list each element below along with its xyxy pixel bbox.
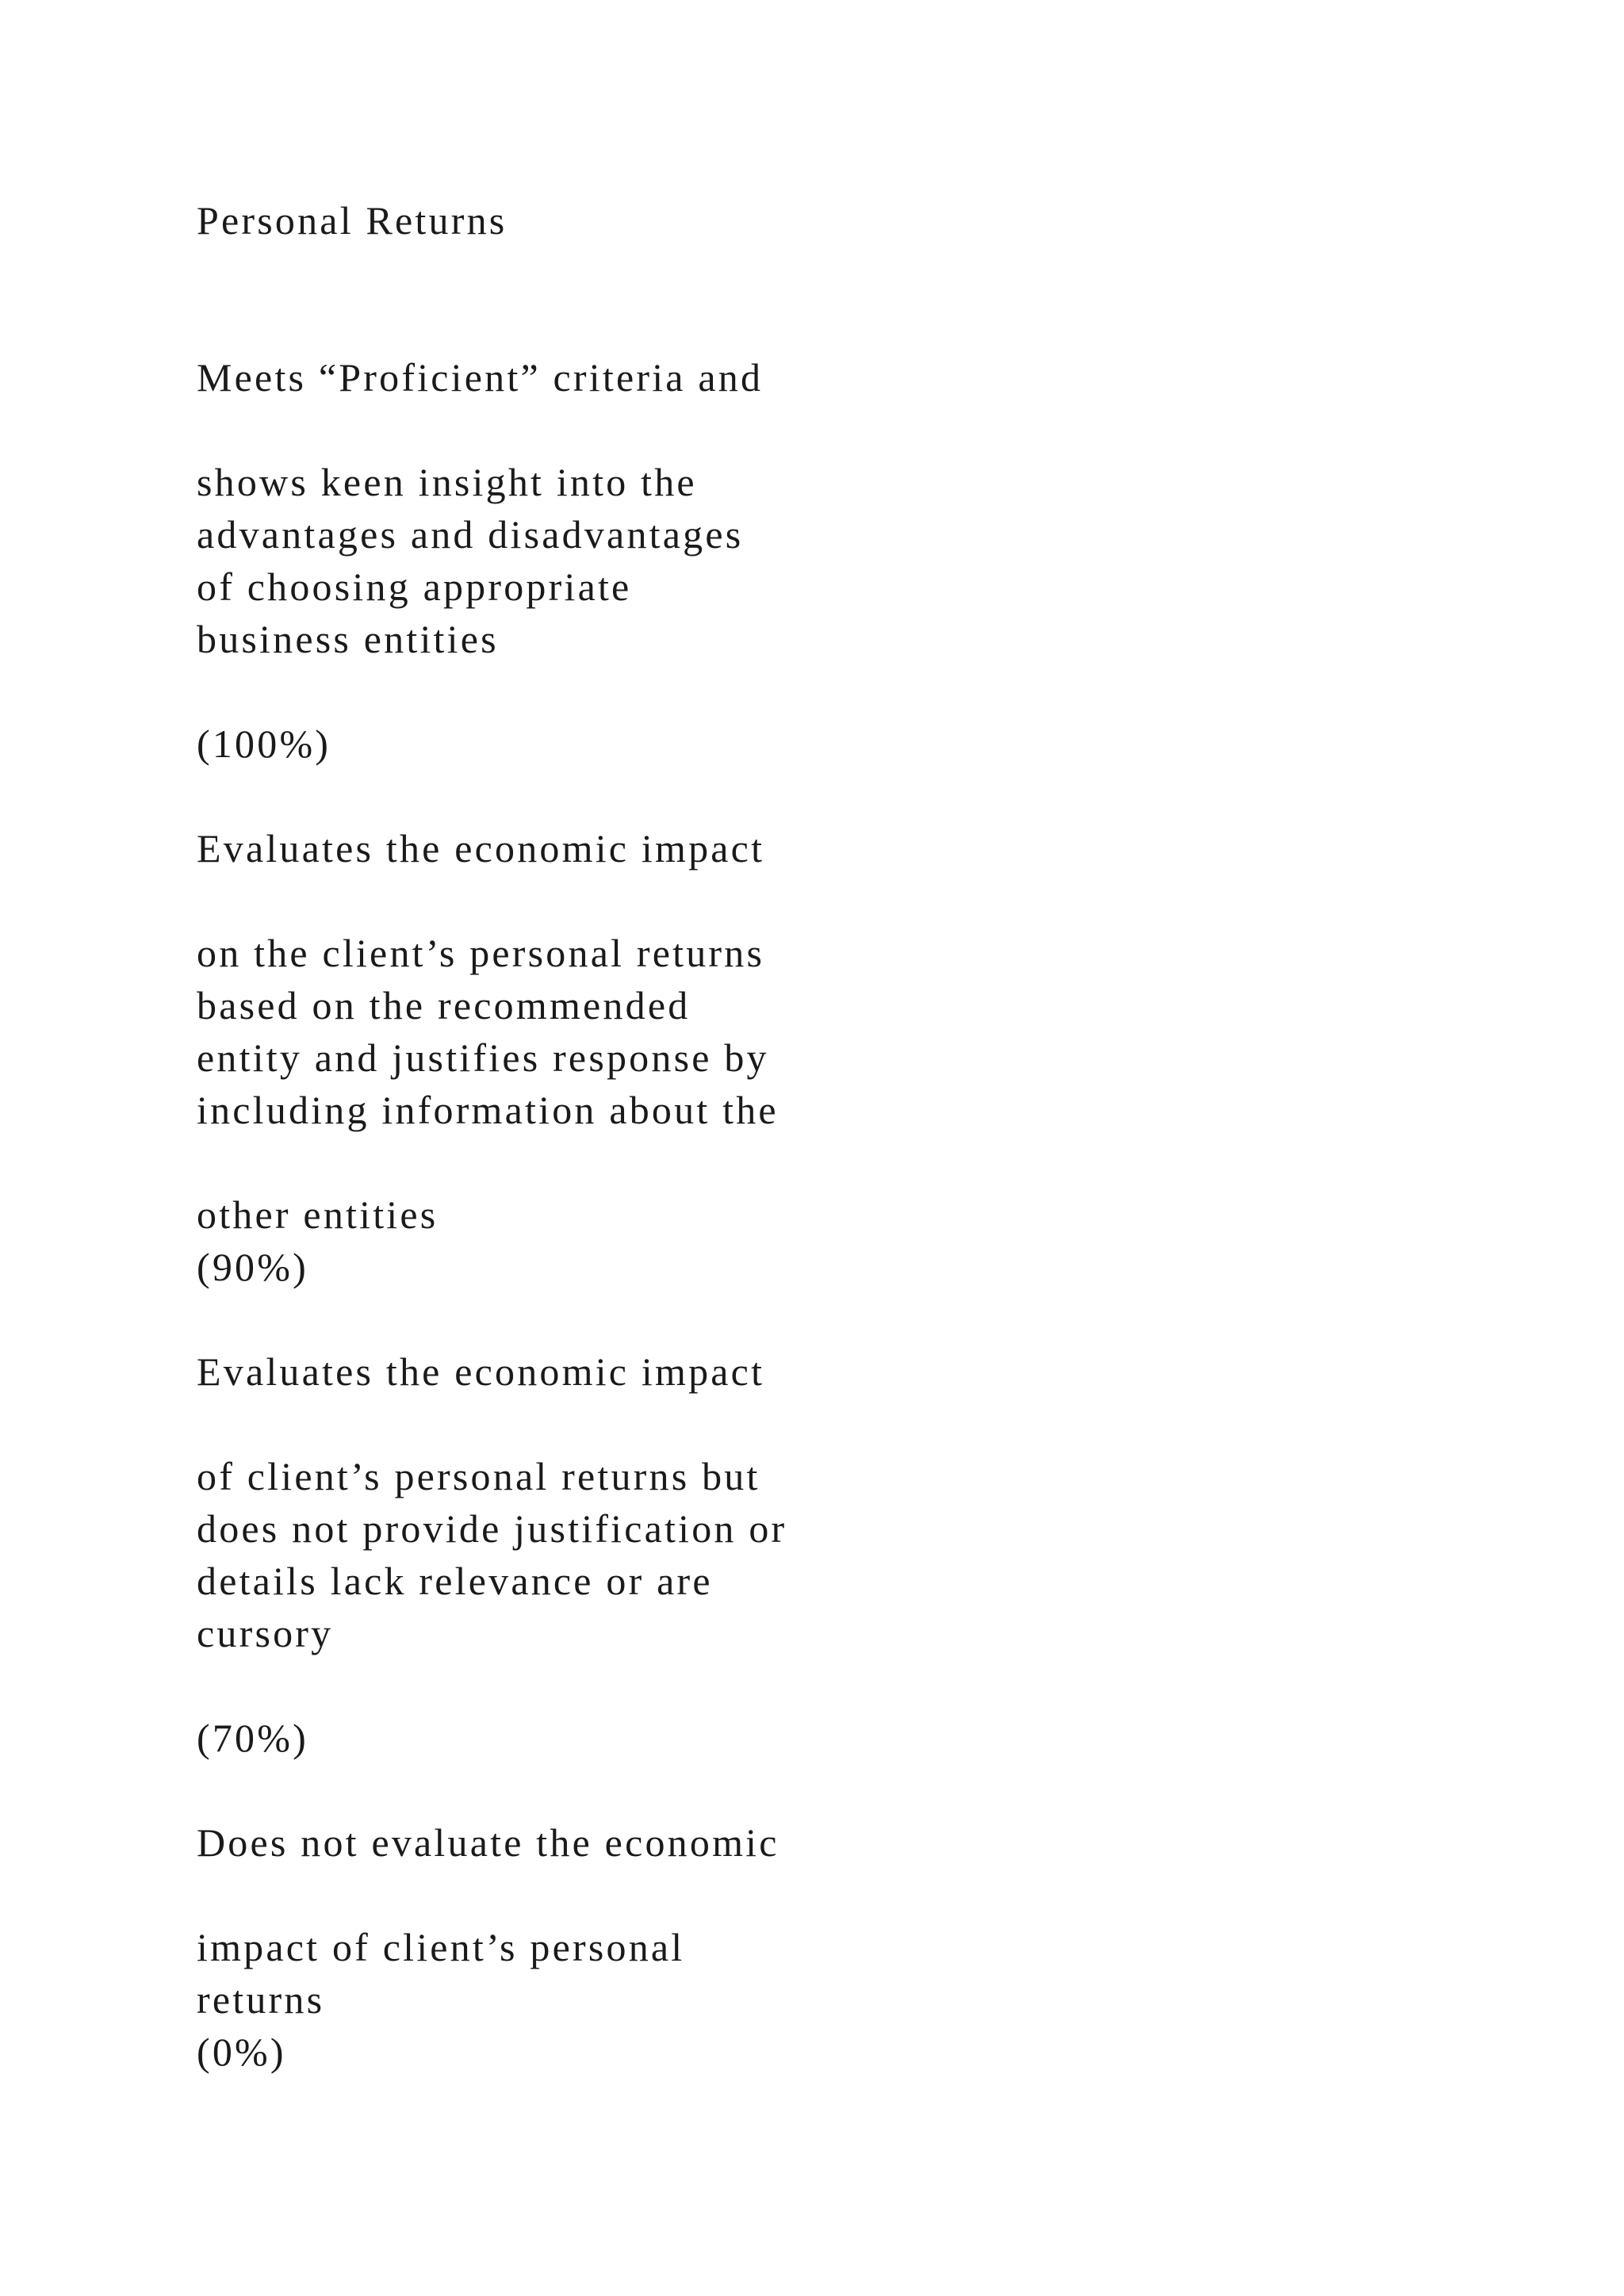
text-line: (90%) <box>197 1245 308 1289</box>
text-line: Evaluates the economic impact <box>197 826 765 871</box>
text-line: cursory <box>197 1611 334 1655</box>
text-line: business entities <box>197 617 499 661</box>
text-line: (100%) <box>197 721 331 766</box>
text-line: does not provide justification or <box>197 1506 787 1551</box>
text-line: other entities <box>197 1192 439 1237</box>
text-line: advantages and disadvantages <box>197 512 744 557</box>
text-line: shows keen insight into the <box>197 460 697 504</box>
text-line: returns <box>197 1977 325 2022</box>
text-line: Evaluates the economic impact <box>197 1349 765 1394</box>
text-line: based on the recommended <box>197 983 691 1027</box>
page-title: Personal Returns <box>197 198 508 243</box>
text-line: Meets “Proficient” criteria and <box>197 355 764 400</box>
text-line: entity and justifies response by <box>197 1035 769 1080</box>
text-line: impact of client’s personal <box>197 1925 685 1969</box>
text-line: (70%) <box>197 1716 308 1760</box>
text-line: of choosing appropriate <box>197 564 632 609</box>
text-line: on the client’s personal returns <box>197 931 765 975</box>
text-line: of client’s personal returns but <box>197 1454 760 1498</box>
text-line: including information about the <box>197 1088 779 1132</box>
text-line: details lack relevance or are <box>197 1559 713 1603</box>
text-line: (0%) <box>197 2030 286 2074</box>
text-line: Does not evaluate the economic <box>197 1820 779 1865</box>
